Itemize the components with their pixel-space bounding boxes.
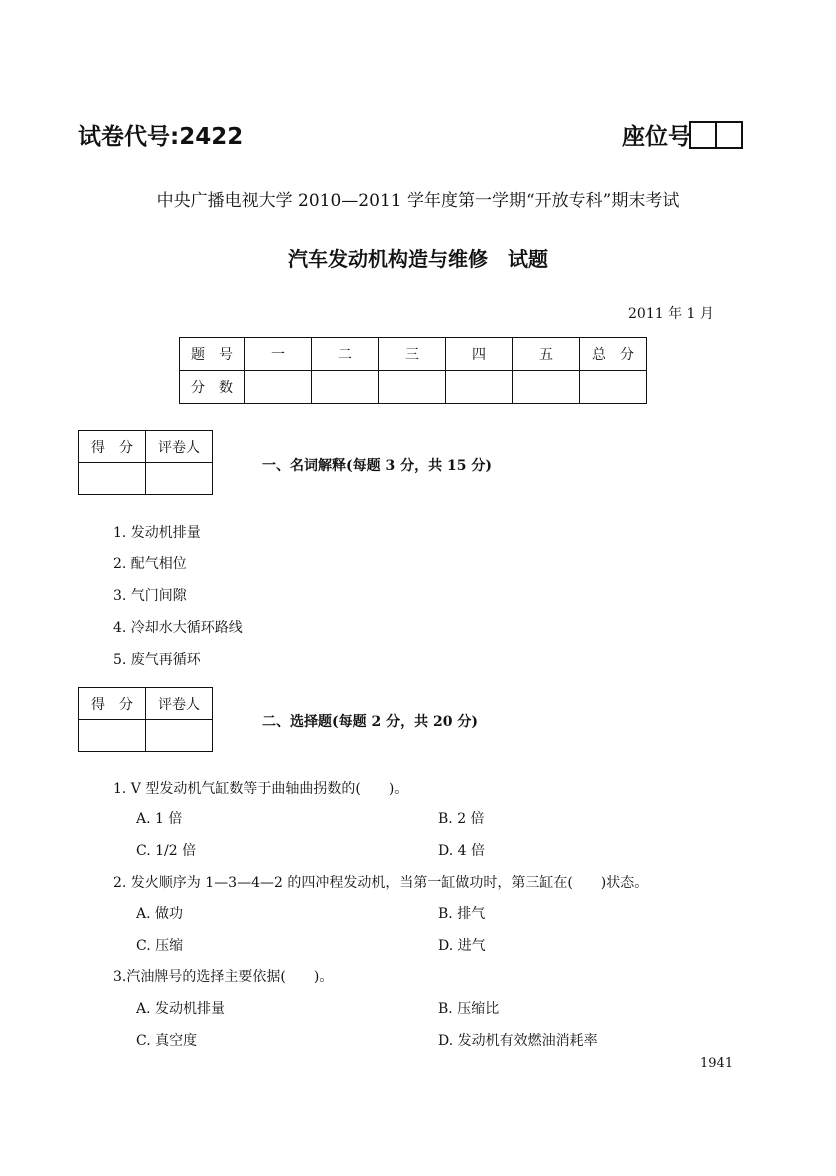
score-table-row-label: 分 数: [180, 371, 245, 404]
question-option: C. 1/2 倍: [136, 843, 197, 859]
list-item: 3. 气门间隙: [113, 588, 187, 604]
score-cell: [312, 371, 379, 404]
grader-box: [78, 430, 213, 495]
score-table-column: 四: [446, 338, 513, 371]
exam-title: 汽车发动机构造与维修 试题: [288, 247, 548, 271]
score-table-column: 三: [379, 338, 446, 371]
question-option: C. 压缩: [136, 938, 184, 954]
score-table-column: 一: [245, 338, 312, 371]
score-table-header-row: [180, 338, 647, 371]
question-option: B. 2 倍: [438, 811, 485, 827]
question-option: B. 压缩比: [438, 1001, 500, 1017]
score-label: 得 分: [79, 431, 146, 463]
question-stem: 2. 发火顺序为 1—3—4—2 的四冲程发动机，当第一缸做功时，第三缸在( )状态。: [113, 875, 649, 891]
question-option: A. 做功: [136, 906, 184, 922]
list-item: 2. 配气相位: [113, 556, 187, 572]
question-option: C. 真空度: [136, 1033, 198, 1049]
score-table: [179, 337, 647, 404]
list-item: 1. 发动机排量: [113, 525, 201, 541]
paper-code: 试卷代号:2422: [78, 124, 244, 150]
score-table-column: 五: [513, 338, 580, 371]
score-cell: [379, 371, 446, 404]
score-cell: [79, 720, 146, 752]
grader-label: 评卷人: [146, 688, 213, 720]
question-option: A. 1 倍: [136, 811, 183, 827]
score-label: 得 分: [79, 688, 146, 720]
seat-label: 座位号: [622, 124, 691, 150]
grader-cell: [146, 463, 213, 495]
exam-date: 2011 年 1 月: [628, 306, 714, 322]
score-table-row-label: 题 号: [180, 338, 245, 371]
score-cell: [446, 371, 513, 404]
list-item: 4. 冷却水大循环路线: [113, 620, 243, 636]
exam-header: 中央广播电视大学 2010—2011 学年度第一学期“开放专科”期末考试: [156, 191, 680, 211]
score-cell: [513, 371, 580, 404]
seat-box: [715, 121, 743, 149]
score-cell: [580, 371, 647, 404]
score-cell: [79, 463, 146, 495]
score-table-column: 总 分: [580, 338, 647, 371]
question-option: A. 发动机排量: [136, 1001, 226, 1017]
score-table-score-row: [180, 371, 647, 404]
question-option: B. 排气: [438, 906, 486, 922]
seat-box: [689, 121, 717, 149]
seat-number: [622, 118, 743, 151]
section-title: 一、名词解释(每题 3 分，共 15 分): [262, 458, 492, 474]
list-item: 5. 废气再循环: [113, 652, 201, 668]
question-option: D. 4 倍: [438, 843, 485, 859]
grader-label: 评卷人: [146, 431, 213, 463]
question-option: D. 进气: [438, 938, 486, 954]
page-number: 1941: [700, 1056, 734, 1071]
section-title: 二、选择题(每题 2 分，共 20 分): [262, 714, 478, 730]
question-stem: 3.汽油牌号的选择主要依据( )。: [113, 969, 334, 985]
score-table-column: 二: [312, 338, 379, 371]
grader-box: [78, 687, 213, 752]
question-option: D. 发动机有效燃油消耗率: [438, 1033, 598, 1049]
grader-cell: [146, 720, 213, 752]
score-cell: [245, 371, 312, 404]
question-stem: 1. V 型发动机气缸数等于曲轴曲拐数的( )。: [113, 781, 409, 797]
